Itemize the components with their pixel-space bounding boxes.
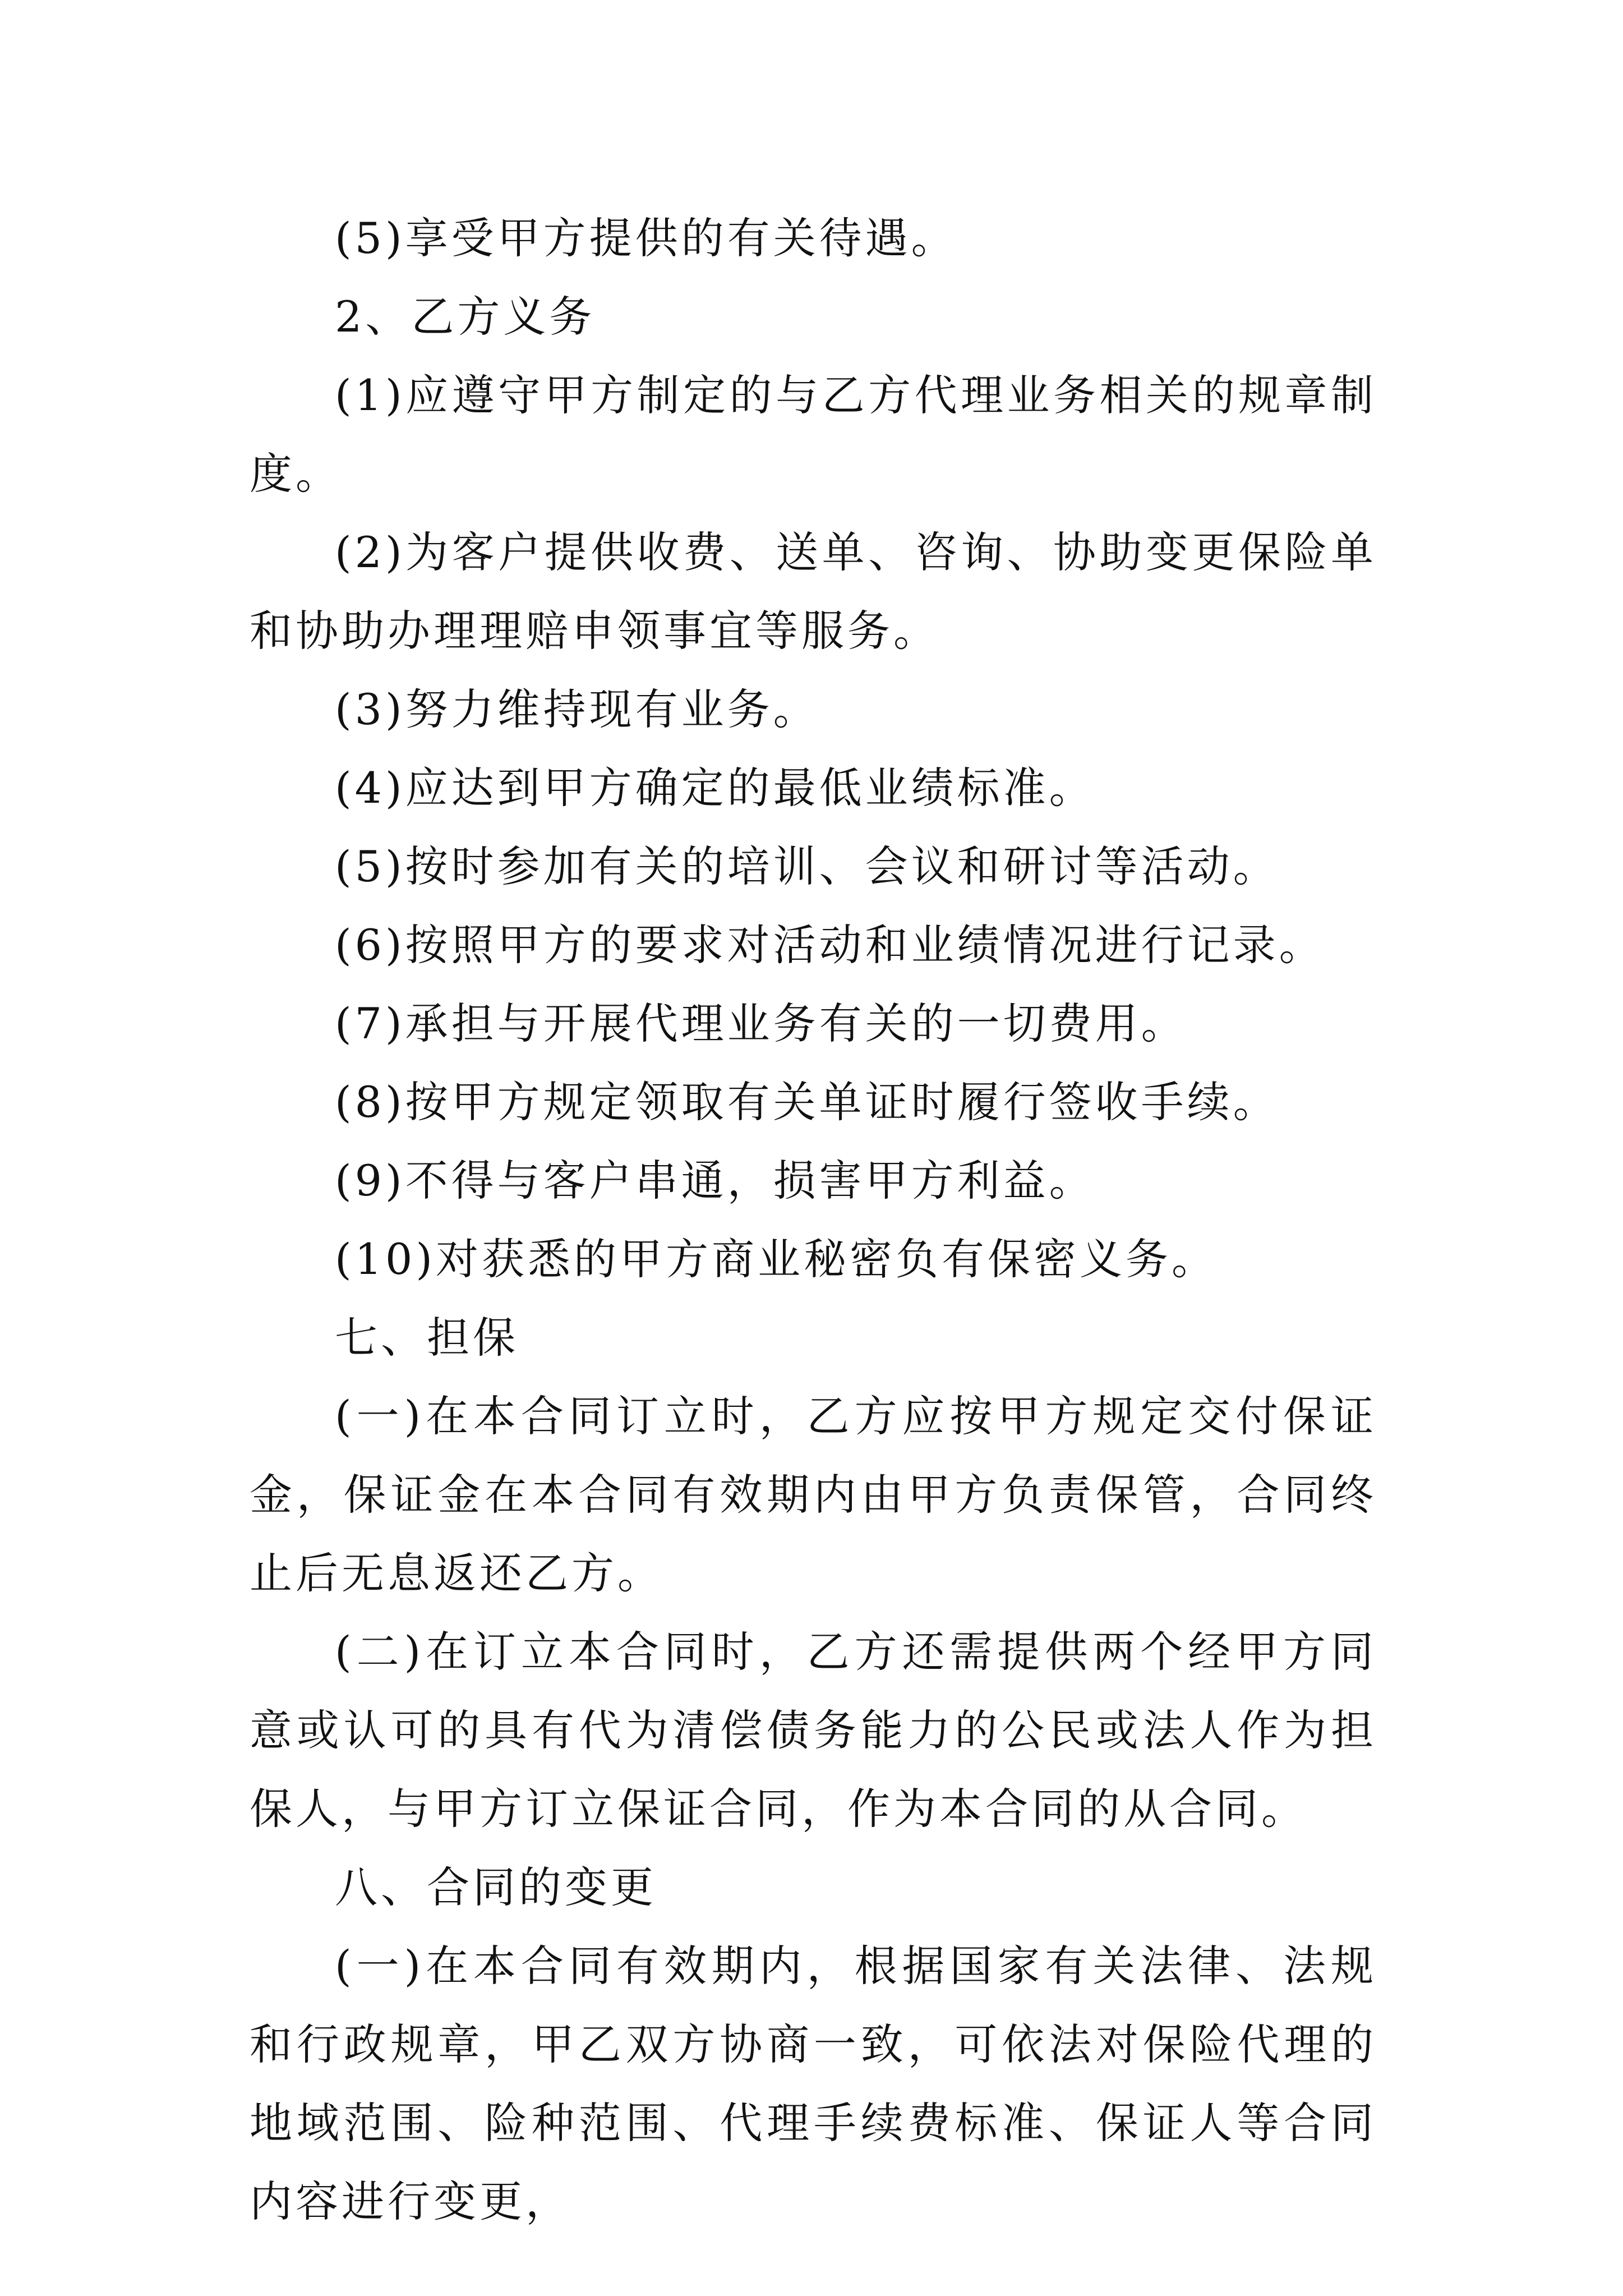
paragraph: (2)为客户提供收费、送单、咨询、协助变更保险单和协助办理理赔申领事宜等服务。 (250, 527, 1377, 656)
paragraph: (8)按甲方规定领取有关单证时履行签收手续。 (335, 1077, 1279, 1127)
paragraph: (5)按时参加有关的培训、会议和研讨等活动。 (335, 841, 1279, 891)
paragraph: (二)在订立本合同时，乙方还需提供两个经甲方同意或认可的具有代为清偿债务能力的公民或法人作为担保人，与甲方订立保证合同，作为本合同的从合同。 (250, 1627, 1377, 1834)
paragraph: (1)应遵守甲方制定的与乙方代理业务相关的规章制度。 (250, 370, 1377, 499)
paragraph: (6)按照甲方的要求对活动和业绩情况进行记录。 (335, 920, 1325, 970)
paragraph: (一)在本合同订立时，乙方应按甲方规定交付保证金，保证金在本合同有效期内由甲方负责保管，合同终止后无息返还乙方。 (250, 1391, 1377, 1598)
section-heading: 八、合同的变更 (335, 1862, 657, 1912)
paragraph: (3)努力维持现有业务。 (335, 684, 819, 734)
section-heading: 七、担保 (335, 1313, 519, 1363)
section-heading: 2、乙方义务 (335, 292, 596, 342)
paragraph: (4)应达到甲方确定的最低业绩标准。 (335, 763, 1095, 813)
paragraph: (9)不得与客户串通，损害甲方利益。 (335, 1156, 1095, 1205)
paragraph: (一)在本合同有效期内，根据国家有关法律、法规和行政规章，甲乙双方协商一致，可依法对保险代理的地域范围、险种范围、代理手续费标准、保证人等合同内容进行变更， (250, 1941, 1377, 2226)
paragraph: (7)承担与开展代理业务有关的一切费用。 (335, 999, 1187, 1048)
paragraph: (10)对获悉的甲方商业秘密负有保密义务。 (335, 1234, 1218, 1284)
document-body (250, 199, 1377, 2241)
paragraph: (5)享受甲方提供的有关待遇。 (335, 213, 957, 263)
